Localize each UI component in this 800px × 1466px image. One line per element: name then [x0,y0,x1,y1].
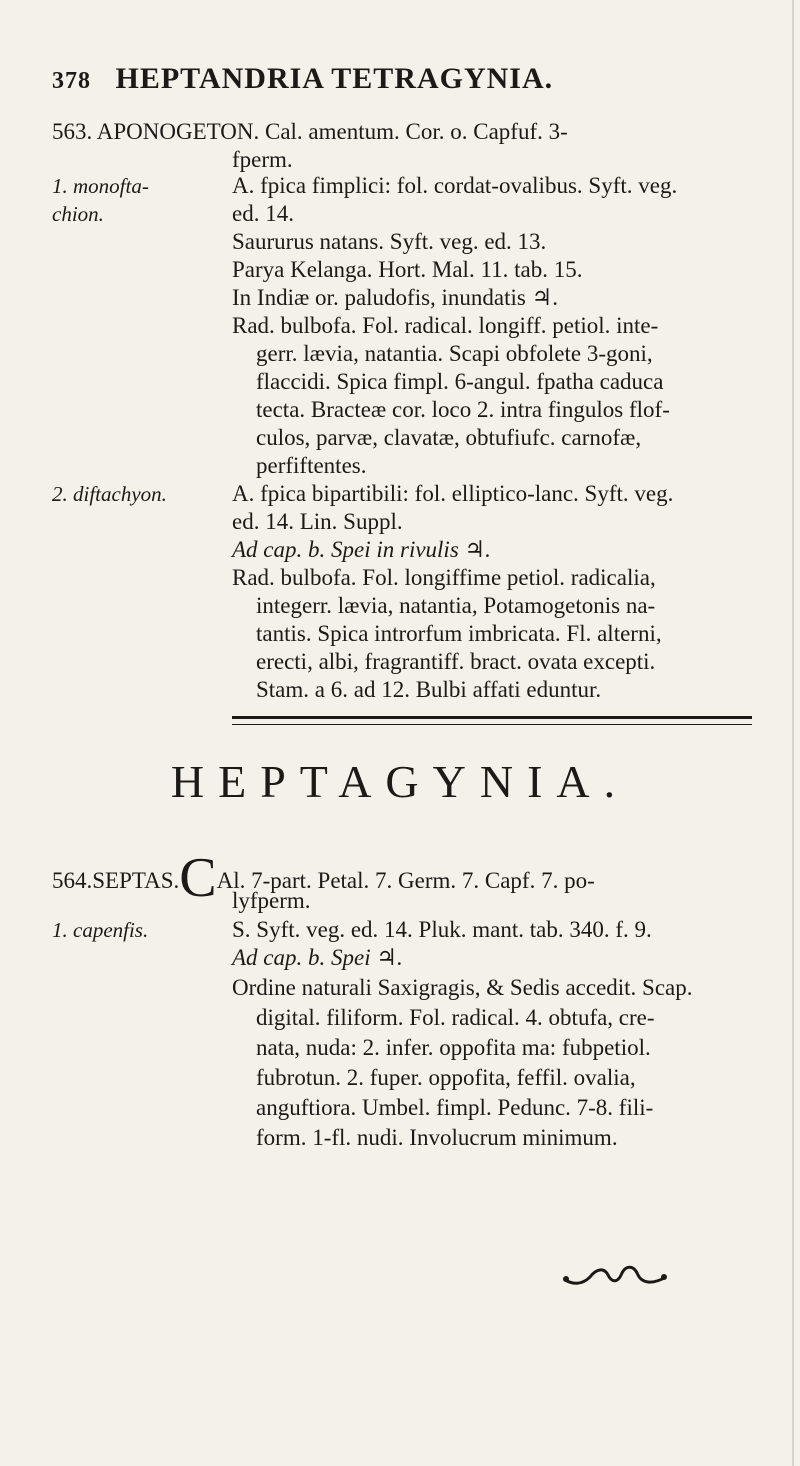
section-title: HEPTAGYNIA. [170,756,630,807]
running-header [52,62,752,102]
description-line: gerr. lævia, natantia. Scapi obfolete 3-goni, [256,341,653,366]
description-line: anguftiora. Umbel. fimpl. Pedunc. 7-8. fili- [256,1095,654,1120]
description-line: fubrotun. 2. fuper. oppofita, feffil. ovalia, [256,1065,636,1090]
description-line: Rad. bulbofa. Fol. longiffime petiol. radicalia, [232,565,656,590]
description-line: In Indiæ or. paludofis, inundatis ♃. [232,285,558,310]
description-line: Ad cap. b. Spei in rivulis ♃. [232,537,491,562]
section-rule-thin [232,724,752,725]
page-edge [792,0,794,1466]
description-line: Saururus natans. Syft. veg. ed. 13. [232,229,547,254]
description-line: A. fpica fimplici: fol. cordat-ovalibus. Syft. veg. [232,173,678,198]
description-line: ed. 14. [232,201,294,226]
description-line: S. Syft. veg. ed. 14. Pluk. mant. tab. 340. f. 9. [232,917,652,942]
description-line: flaccidi. Spica fimpl. 6-angul. fpatha caduca [256,369,664,394]
genus-heading-563-cont: fperm. [232,147,293,172]
description-line: tecta. Bracteæ cor. loco 2. intra fingulos flof- [256,397,670,422]
description-line: nata, nuda: 2. infer. oppofita ma: fubpetiol. [256,1035,651,1060]
genus-heading-563: 563. APONOGETON. Cal. amentum. Cor. o. Capfuf. 3- [52,119,568,144]
species-label-monostachion-b: chion. [52,202,104,226]
tail-ornament-icon [560,1255,670,1295]
description-line: form. 1-fl. nudi. Involucrum minimum. [256,1125,618,1150]
description-line: integerr. lævia, natantia, Potamogetonis na- [256,593,656,618]
species-label-monostachion-a: 1. monofta- [52,174,149,198]
description-line: digital. filiform. Fol. radical. 4. obtufa, cre- [256,1005,655,1030]
description-line: Ad cap. b. Spei ♃. [232,945,403,970]
description-line: Parya Kelanga. Hort. Mal. 11. tab. 15. [232,257,583,282]
genus-number: 564.SEPTAS. [52,868,180,893]
description-line: ed. 14. Lin. Suppl. [232,509,403,534]
description-line: culos, parvæ, clavatæ, obtufiufc. carnofæ, [256,425,642,450]
description-line: Stam. a 6. ad 12. Bulbi affati eduntur. [256,677,602,702]
description-line: erecti, albi, fragrantiff. bract. ovata excepti. [256,649,656,674]
description-line: perfiftentes. [256,453,367,478]
description-line: Rad. bulbofa. Fol. radical. longiff. petiol. inte- [232,313,659,338]
description-line: Ordine naturali Saxigragis, & Sedis accedit. Scap. [232,975,693,1000]
drop-cap: C [179,847,217,909]
species-label-distachyon: 2. diftachyon. [52,482,167,506]
section-rule-thick [232,716,752,719]
running-title: HEPTANDRIA TETRAGYNIA. [115,62,554,95]
species-label-capensis: 1. capenfis. [52,918,149,942]
page-number: 378 [52,68,91,94]
description-line: A. fpica bipartibili: fol. elliptico-lanc. Syft. veg. [232,481,674,506]
description-line: tantis. Spica introrfum imbricata. Fl. alterni, [256,621,662,646]
genus-characters: Al. 7-part. Petal. 7. Germ. 7. Capf. 7. po- [216,868,595,893]
genus-heading-564-cont: lyfperm. [232,888,311,913]
